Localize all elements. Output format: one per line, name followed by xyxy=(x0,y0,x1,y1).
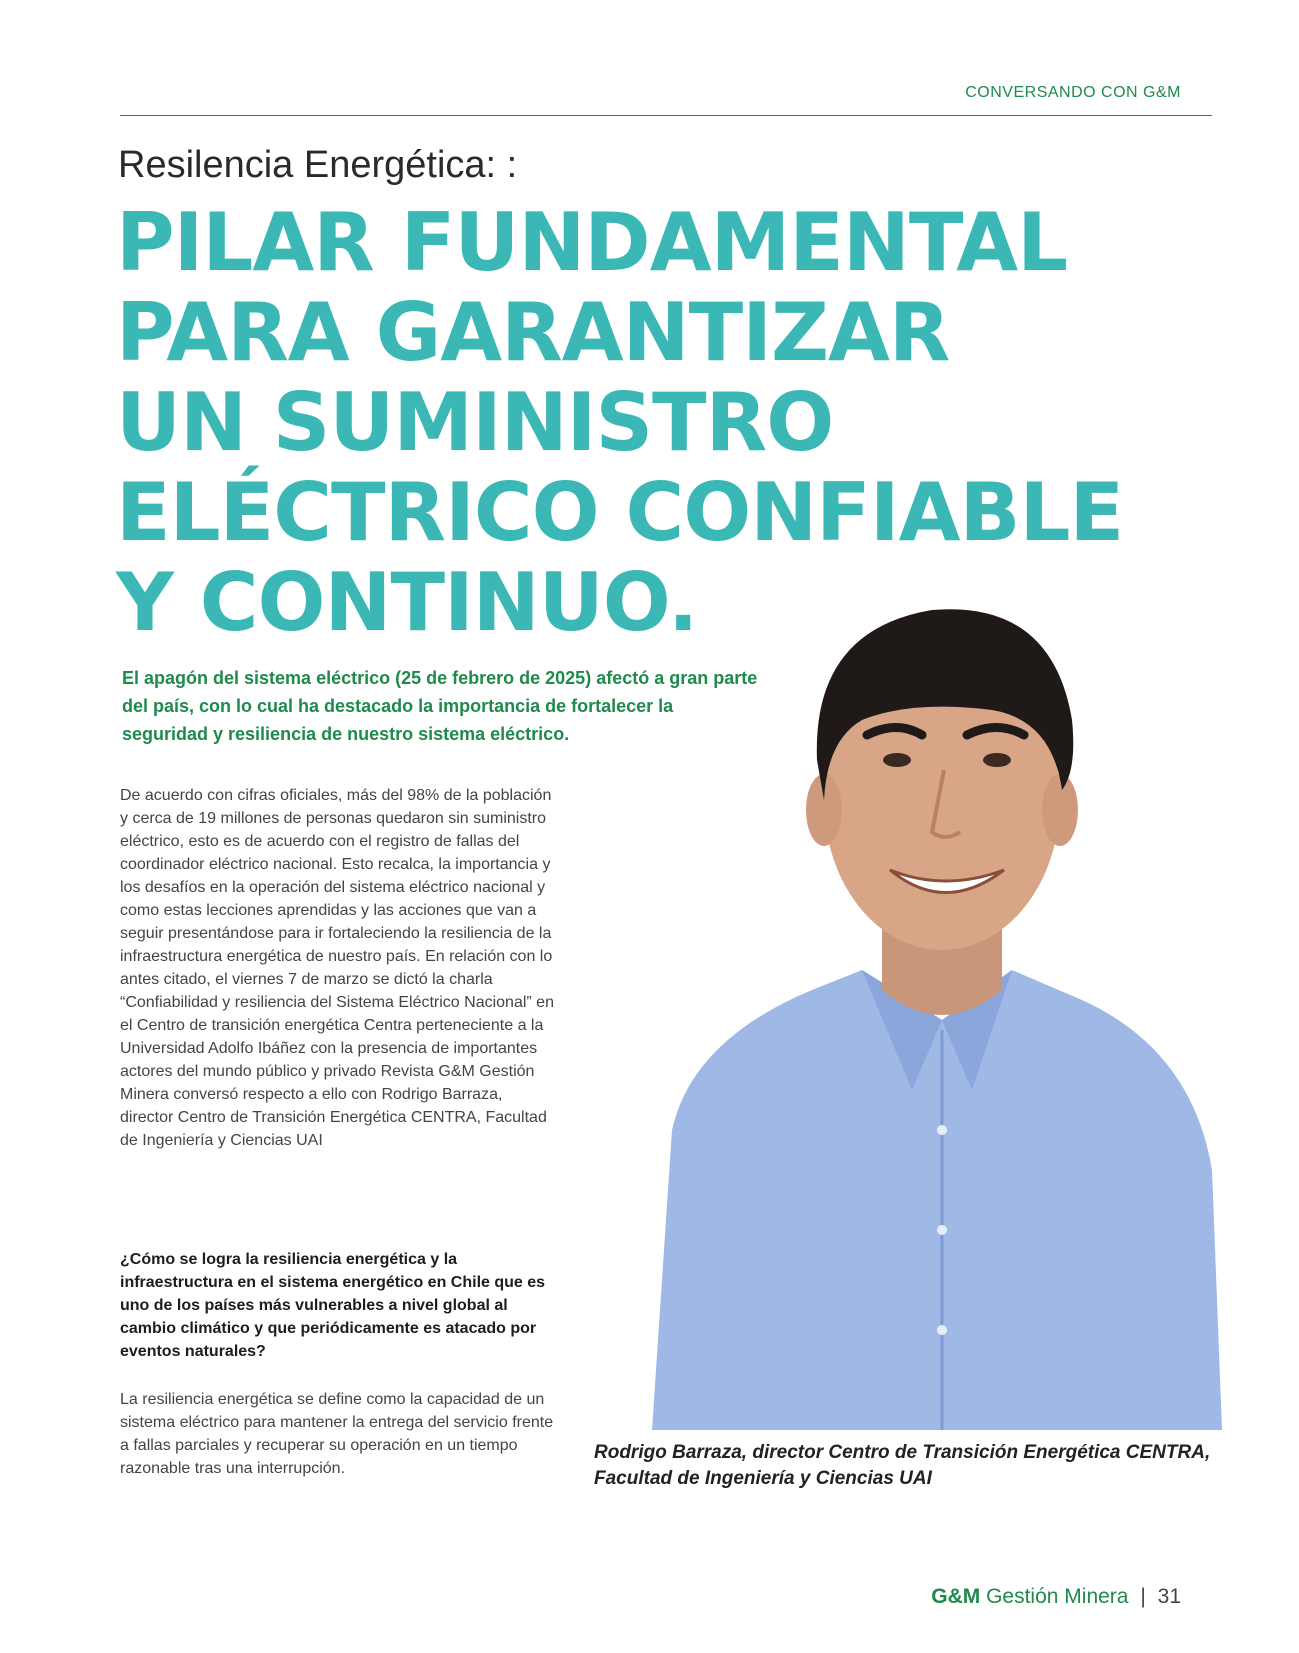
section-label: CONVERSANDO CON G&M xyxy=(965,84,1181,101)
headline-line: UN SUMINISTRO xyxy=(116,376,834,469)
headline-line: PARA GARANTIZAR xyxy=(116,286,950,379)
portrait-illustration xyxy=(612,570,1252,1430)
header-divider xyxy=(120,115,1212,116)
footer-publication: Gestión Minera xyxy=(986,1585,1129,1608)
answer-text: La resiliencia energética se define como la capacidad de un sistema eléctrico para mantener la entrega del servicio frente a fallas parciales y recuperar su operación en un tiempo razonable tras una interrupción. xyxy=(120,1391,554,1477)
page-number: 31 xyxy=(1157,1585,1181,1608)
headline-line: ELÉCTRICO CONFIABLE xyxy=(116,466,1124,559)
question-text: ¿Cómo se logra la resiliencia energética y la infraestructura en el sistema energético en Chile que es uno de los países más vulnerables a nivel global al cambio climático y que periódicamente es atacado por eventos naturales? xyxy=(120,1251,546,1360)
body-paragraph xyxy=(120,784,560,1152)
footer-separator: | xyxy=(1140,1585,1146,1608)
footer-brand: G&M xyxy=(931,1585,981,1608)
interview-question xyxy=(120,1248,560,1363)
photo-caption: Rodrigo Barraza, director Centro de Transición Energética CENTRA, Facultad de Ingeniería y Ciencias UAI xyxy=(594,1442,1211,1489)
page-footer xyxy=(931,1585,1181,1609)
body-text: De acuerdo con cifras oficiales, más del 98% de la población y cerca de 19 millones de personas quedaron sin suministro eléctrico, esto es de acuerdo con el registro de fallas del coordinador eléctrico nacional. Esto recalca, la importancia y los desafíos en la operación del sistema eléctrico nacional y como estas lecciones aprendidas y las acciones que van a seguir presentándose para ir fortaleciendo la resiliencia de la infraestructura energética de nuestro país. En relación con lo antes citado, el viernes 7 de marzo se dictó la charla “Confiabilidad y resiliencia del Sistema Eléctrico Nacional” en el Centro de transición energética Centra perteneciente a la Universidad Adolfo Ibáñez con la presencia de importantes actores del mundo público y privado Revista G&M Gestión Minera conversó respecto a ello con Rodrigo Barraza, director Centro de Transición Energética CENTRA, Facultad de Ingeniería y Ciencias UAI xyxy=(120,787,554,1149)
portrait-photo xyxy=(612,570,1252,1430)
body-paragraph xyxy=(120,1388,560,1480)
article-kicker: Resilencia Energética: : xyxy=(118,144,518,186)
headline-line: Y CONTINUO. xyxy=(116,556,698,649)
article-intro: El apagón del sistema eléctrico (25 de febrero de 2025) afectó a gran parte del país, con lo cual ha destacado la importancia de fortalecer la seguridad y resiliencia de nuestro sistema eléctrico. xyxy=(122,668,758,744)
headline-line: PILAR FUNDAMENTAL xyxy=(116,196,1068,289)
